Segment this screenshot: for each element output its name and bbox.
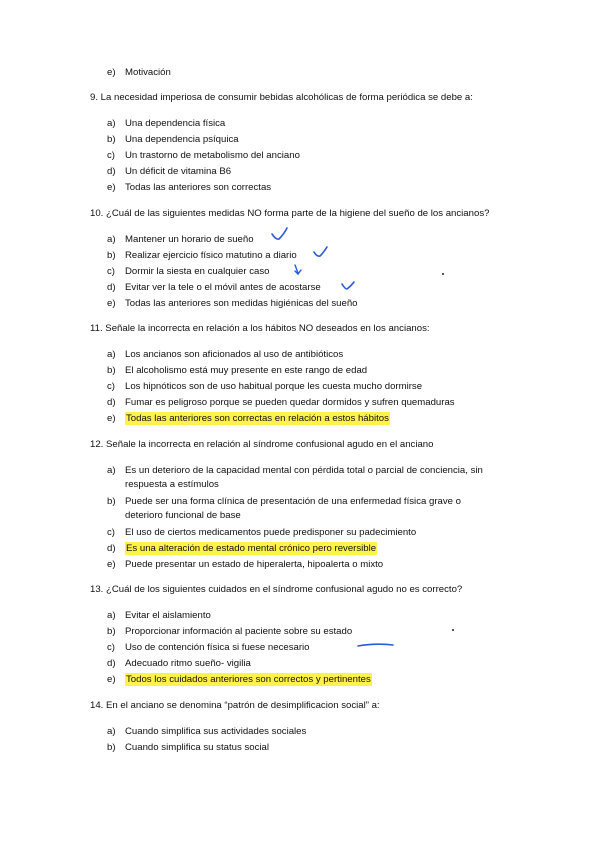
- option-letter: d): [107, 166, 116, 177]
- option-letter: d): [107, 543, 116, 554]
- option-text: El uso de ciertos medicamentos puede predisponer su padecimiento: [125, 527, 417, 538]
- option-text: Puede presentar un estado de hiperalerta, hipoalerta o mixto: [125, 559, 384, 570]
- option-text: Una dependencia física: [125, 118, 226, 129]
- option-text: Es un deterioro de la capacidad mental con pérdida total o parcial de conciencia, sin: [125, 465, 483, 476]
- ink-dot: [442, 273, 444, 275]
- option-letter: c): [107, 266, 115, 277]
- option-letter: c): [107, 381, 115, 392]
- option-text: Los hipnóticos son de uso habitual porque les cuesta mucho dormirse: [125, 381, 423, 392]
- option-text: Evitar el aislamiento: [125, 610, 211, 621]
- option-text: Todas las anteriores son medidas higiénicas del sueño: [125, 298, 358, 309]
- option-letter: d): [107, 397, 116, 408]
- option-letter: d): [107, 282, 116, 293]
- option-letter: a): [107, 234, 116, 245]
- option-letter: e): [107, 298, 116, 309]
- question-title: 14. En el anciano se denomina “patrón de desimplificacion social” a:: [90, 700, 380, 711]
- question-title: 9. La necesidad imperiosa de consumir bebidas alcohólicas de forma periódica se debe a:: [90, 92, 473, 103]
- question-title: 10. ¿Cuál de las siguientes medidas NO forma parte de la higiene del sueño de los ancianos?: [90, 208, 490, 219]
- option-letter: a): [107, 610, 116, 621]
- option-letter: b): [107, 134, 116, 145]
- option-letter: b): [107, 365, 116, 376]
- option-text: Mantener un horario de sueño: [125, 234, 254, 245]
- option-letter: a): [107, 118, 116, 129]
- option-letter: b): [107, 626, 116, 637]
- highlighted-option-text: Es una alteración de estado mental crónico pero reversible: [126, 543, 377, 554]
- question-title: 12. Señale la incorrecta en relación al síndrome confusional agudo en el anciano: [90, 439, 434, 450]
- option-letter: c): [107, 527, 115, 538]
- option-text: Los ancianos son aficionados al uso de antibióticos: [125, 349, 344, 360]
- checkmark-icon: [340, 279, 356, 293]
- option-letter: b): [107, 250, 116, 261]
- option-text: Puede ser una forma clínica de presentación de una enfermedad física grave o: [125, 496, 461, 507]
- highlighted-option-text: Todos los cuidados anteriores son correctos y pertinentes: [126, 674, 371, 685]
- option-letter: e): [107, 413, 116, 424]
- option-letter: b): [107, 496, 116, 507]
- option-letter: c): [107, 642, 115, 653]
- option-text: Adecuado ritmo sueño- vigilia: [125, 658, 251, 669]
- option-text: El alcoholismo está muy presente en este rango de edad: [125, 365, 368, 376]
- option-text: Fumar es peligroso porque se pueden quedar dormidos y sufren quemaduras: [125, 397, 455, 408]
- option-text: Un trastorno de metabolismo del anciano: [125, 150, 300, 161]
- option-text: Cuando simplifica su status social: [125, 742, 269, 753]
- option-text: Dormir la siesta en cualquier caso: [125, 266, 270, 277]
- option-text: Una dependencia psíquica: [125, 134, 239, 145]
- option-letter: a): [107, 349, 116, 360]
- option-text: Motivación: [125, 67, 171, 78]
- arrow-down-icon: [292, 263, 304, 277]
- option-text: Proporcionar información al paciente sobre su estado: [125, 626, 353, 637]
- option-text: Todas las anteriores son correctas: [125, 182, 272, 193]
- option-letter: a): [107, 465, 116, 476]
- option-letter: e): [107, 67, 116, 78]
- option-letter: e): [107, 182, 116, 193]
- option-text: Realizar ejercicio físico matutino a diario: [125, 250, 297, 261]
- option-text-continuation: respuesta a estímulos: [125, 479, 219, 490]
- option-text: Evitar ver la tele o el móvil antes de acostarse: [125, 282, 321, 293]
- question-title: 13. ¿Cuál de los siguientes cuidados en el síndrome confusional agudo no es correcto?: [90, 584, 463, 595]
- option-text: Uso de contención física si fuese necesario: [125, 642, 310, 653]
- underline-stroke-icon: [356, 640, 396, 650]
- option-letter: e): [107, 559, 116, 570]
- question-title: 11. Señale la incorrecta en relación a los hábitos NO deseados en los ancianos:: [90, 323, 430, 334]
- ink-dot: [452, 629, 454, 631]
- option-text: Un déficit de vitamina B6: [125, 166, 232, 177]
- option-letter: c): [107, 150, 115, 161]
- option-letter: d): [107, 658, 116, 669]
- option-letter: b): [107, 742, 116, 753]
- option-text: Cuando simplifica sus actividades sociales: [125, 726, 307, 737]
- option-letter: a): [107, 726, 116, 737]
- option-text-continuation: deterioro funcional de base: [125, 510, 241, 521]
- option-letter: e): [107, 674, 116, 685]
- checkmark-icon: [270, 226, 290, 242]
- checkmark-icon: [312, 245, 330, 259]
- highlighted-option-text: Todas las anteriores son correctas en relación a estos hábitos: [126, 413, 389, 424]
